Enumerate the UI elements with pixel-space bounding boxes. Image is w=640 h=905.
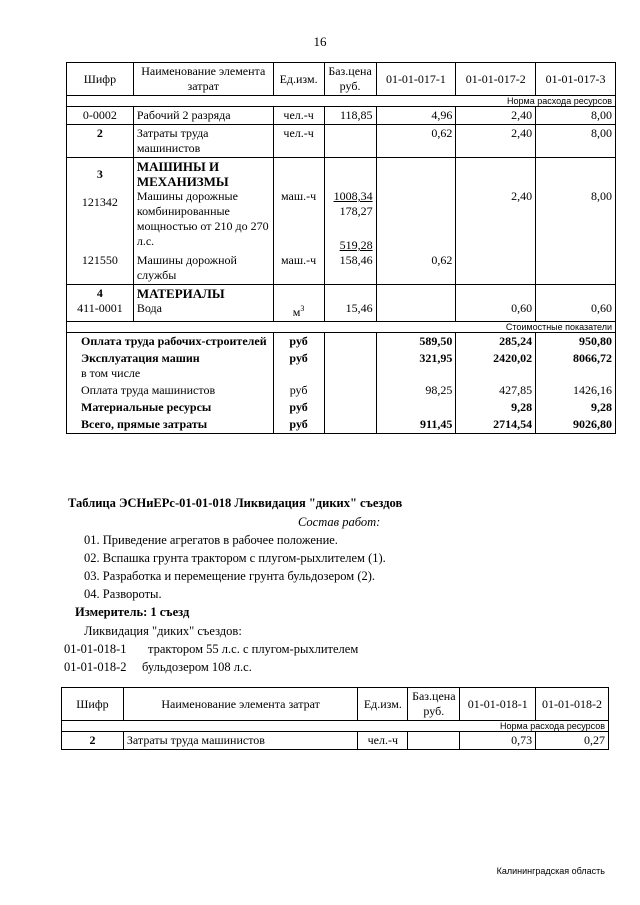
header-price: Баз.цена руб. xyxy=(324,63,376,96)
norm-label: Норма расхода ресурсов xyxy=(67,96,616,107)
cell-name: Затраты труда машинистов xyxy=(133,125,273,158)
cost-unit: руб xyxy=(273,399,324,416)
cell-name: Затраты труда машинистов xyxy=(123,732,357,750)
cost-name: Всего, прямые затраты xyxy=(67,416,274,434)
composition-title: Состав работ: xyxy=(298,515,381,529)
variant-desc: бульдозером 108 л.с. xyxy=(142,660,252,674)
machine-unit-1: маш.-ч xyxy=(281,189,317,203)
machine-v1-2: 0,62 xyxy=(431,253,453,267)
work-step: 04. Развороты. xyxy=(84,587,162,601)
cost-row xyxy=(67,399,616,416)
page-number: 16 xyxy=(313,34,327,49)
cost-v1: 911,45 xyxy=(376,416,456,434)
cost-row xyxy=(67,416,616,434)
header-price: Баз.цена руб. xyxy=(408,688,460,721)
header-code: Шифр xyxy=(67,63,134,96)
cost-v2: 285,24 xyxy=(456,333,536,351)
cost-name: Оплата труда машинистов xyxy=(67,382,274,399)
cost-v1 xyxy=(376,399,456,416)
meter-line: Измеритель: 1 съезд xyxy=(75,605,190,619)
table-header-row xyxy=(67,63,616,96)
work-step: 03. Разработка и перемещение грунта бульдозером (2). xyxy=(84,569,376,583)
cost-v1: 98,25 xyxy=(376,382,456,399)
section-prices xyxy=(324,158,376,285)
variant-code: 01-01-018-1 xyxy=(64,642,127,656)
section-v3 xyxy=(536,158,616,285)
cell-v1: 0,73 xyxy=(460,732,536,750)
resource-table-017 xyxy=(66,62,616,434)
material-unit-sup: 3 xyxy=(300,304,305,313)
table-row xyxy=(67,125,616,158)
section-names xyxy=(133,158,273,285)
machine-price-bottom-1: 178,27 xyxy=(339,204,373,218)
cost-unit: руб xyxy=(273,350,324,382)
cost-name: Эксплуатация машин xyxy=(81,351,200,365)
cost-v3: 9,28 xyxy=(536,399,616,416)
header-col-2: 01-01-017-2 xyxy=(456,63,536,96)
cell-v3: 8,00 xyxy=(536,107,616,125)
cost-row xyxy=(67,350,616,382)
table-row xyxy=(67,107,616,125)
header-code: Шифр xyxy=(62,688,124,721)
materials-name-cell xyxy=(133,285,273,322)
variant-desc: трактором 55 л.с. с плугом-рыхлителем xyxy=(148,642,359,656)
cell-v2: 2,40 xyxy=(456,125,536,158)
cost-v2: 2714,54 xyxy=(456,416,536,434)
cost-v3: 8066,72 xyxy=(536,350,616,382)
cost-price-empty xyxy=(324,416,376,434)
section-v1 xyxy=(376,158,456,285)
machine-price-top-1: 1008,34 xyxy=(333,189,373,203)
material-code: 411-0001 xyxy=(77,301,123,315)
norm-label: Норма расхода ресурсов xyxy=(62,721,609,732)
cost-v3: 950,80 xyxy=(536,333,616,351)
cost-name: Материальные ресурсы xyxy=(67,399,274,416)
machine-name-1: Машины дорожные комбинированные мощностью от 210 до 270 л.с. xyxy=(136,189,269,248)
machines-title: МАШИНЫ И МЕХАНИЗМЫ xyxy=(136,159,229,189)
cost-unit: руб xyxy=(273,416,324,434)
materials-title: МАТЕРИАЛЫ xyxy=(136,286,225,301)
material-v2: 0,60 xyxy=(511,301,533,315)
section-materials-row xyxy=(67,285,616,322)
header-col-1: 01-01-017-1 xyxy=(376,63,456,96)
material-v3: 0,60 xyxy=(591,301,612,315)
cell-code: 2 xyxy=(67,125,134,158)
material-price: 15,46 xyxy=(345,301,373,315)
material-unit: м xyxy=(292,305,301,319)
cell-v2: 2,40 xyxy=(456,107,536,125)
cost-label-row xyxy=(67,322,616,333)
cell-unit: чел.-ч xyxy=(273,107,324,125)
cost-name-cell xyxy=(67,350,274,382)
table-title: Таблица ЭСНиЕРс-01-01-018 Ликвидация "диких" съездов xyxy=(68,496,403,510)
cost-price-empty xyxy=(324,350,376,382)
cost-unit: руб xyxy=(273,333,324,351)
cost-label: Стоимостные показатели xyxy=(67,322,616,333)
section-v2 xyxy=(456,158,536,285)
material-name: Вода xyxy=(136,301,162,315)
cell-price xyxy=(408,732,460,750)
machine-code-2: 121550 xyxy=(81,253,118,267)
cost-v1: 589,50 xyxy=(376,333,456,351)
table-row xyxy=(62,732,609,750)
header-col-3: 01-01-017-3 xyxy=(536,63,616,96)
cost-v1: 321,95 xyxy=(376,350,456,382)
cost-price-empty xyxy=(324,333,376,351)
cost-row xyxy=(67,333,616,351)
material-unit-cell xyxy=(273,285,324,322)
cost-v2: 427,85 xyxy=(456,382,536,399)
machine-name-2: Машины дорожной службы xyxy=(136,253,237,282)
cell-v3: 8,00 xyxy=(536,125,616,158)
table-header-row xyxy=(62,688,609,721)
cost-sub: в том числе xyxy=(81,366,141,380)
norm-label-row xyxy=(67,96,616,107)
liquidation-label: Ликвидация "диких" съездов: xyxy=(84,624,242,638)
cost-unit: руб xyxy=(273,382,324,399)
materials-code-cell xyxy=(67,285,134,322)
cell-name: Рабочий 2 разряда xyxy=(133,107,273,125)
work-step: 02. Вспашка грунта трактором с плугом-рыхлителем (1). xyxy=(84,551,386,565)
section-machines-row xyxy=(67,158,616,285)
material-v1-cell xyxy=(376,285,456,322)
machine-v2-1: 2,40 xyxy=(511,189,533,203)
cost-v3: 9026,80 xyxy=(536,416,616,434)
machine-code-1: 121342 xyxy=(81,195,118,209)
cell-v2: 0,27 xyxy=(536,732,609,750)
cell-v1: 4,96 xyxy=(376,107,456,125)
machine-price-top-2: 519,28 xyxy=(339,238,373,252)
footer-region: Калининградская область xyxy=(496,866,605,876)
header-name: Наименование элемента затрат xyxy=(133,63,273,96)
cell-v1: 0,62 xyxy=(376,125,456,158)
machines-code: 3 xyxy=(96,167,103,181)
cell-price xyxy=(324,125,376,158)
machine-unit-2: маш.-ч xyxy=(281,253,317,267)
header-unit: Ед.изм. xyxy=(273,63,324,96)
header-unit: Ед.изм. xyxy=(358,688,408,721)
cost-price-empty xyxy=(324,399,376,416)
machine-v3-1: 8,00 xyxy=(591,189,612,203)
materials-code: 4 xyxy=(96,286,103,300)
header-col-2: 01-01-018-2 xyxy=(536,688,609,721)
header-col-1: 01-01-018-1 xyxy=(460,688,536,721)
cell-unit: чел.-ч xyxy=(273,125,324,158)
variant-code: 01-01-018-2 xyxy=(64,660,127,674)
cost-v2: 9,28 xyxy=(456,399,536,416)
machine-price-bottom-2: 158,46 xyxy=(339,253,373,267)
cost-name: Оплата труда рабочих-строителей xyxy=(67,333,274,351)
cell-code: 0-0002 xyxy=(67,107,134,125)
material-v3-cell xyxy=(536,285,616,322)
norm-label-row xyxy=(62,721,609,732)
material-price-cell xyxy=(324,285,376,322)
material-v2-cell xyxy=(456,285,536,322)
resource-table-018 xyxy=(61,687,609,750)
cost-row xyxy=(67,382,616,399)
header-name: Наименование элемента затрат xyxy=(123,688,357,721)
cell-unit: чел.-ч xyxy=(358,732,408,750)
section-units xyxy=(273,158,324,285)
cost-v2: 2420,02 xyxy=(456,350,536,382)
cell-price: 118,85 xyxy=(324,107,376,125)
cost-price-empty xyxy=(324,382,376,399)
work-step: 01. Приведение агрегатов в рабочее положение. xyxy=(84,533,338,547)
cost-v3: 1426,16 xyxy=(536,382,616,399)
cell-code: 2 xyxy=(62,732,124,750)
section-code xyxy=(67,158,134,285)
